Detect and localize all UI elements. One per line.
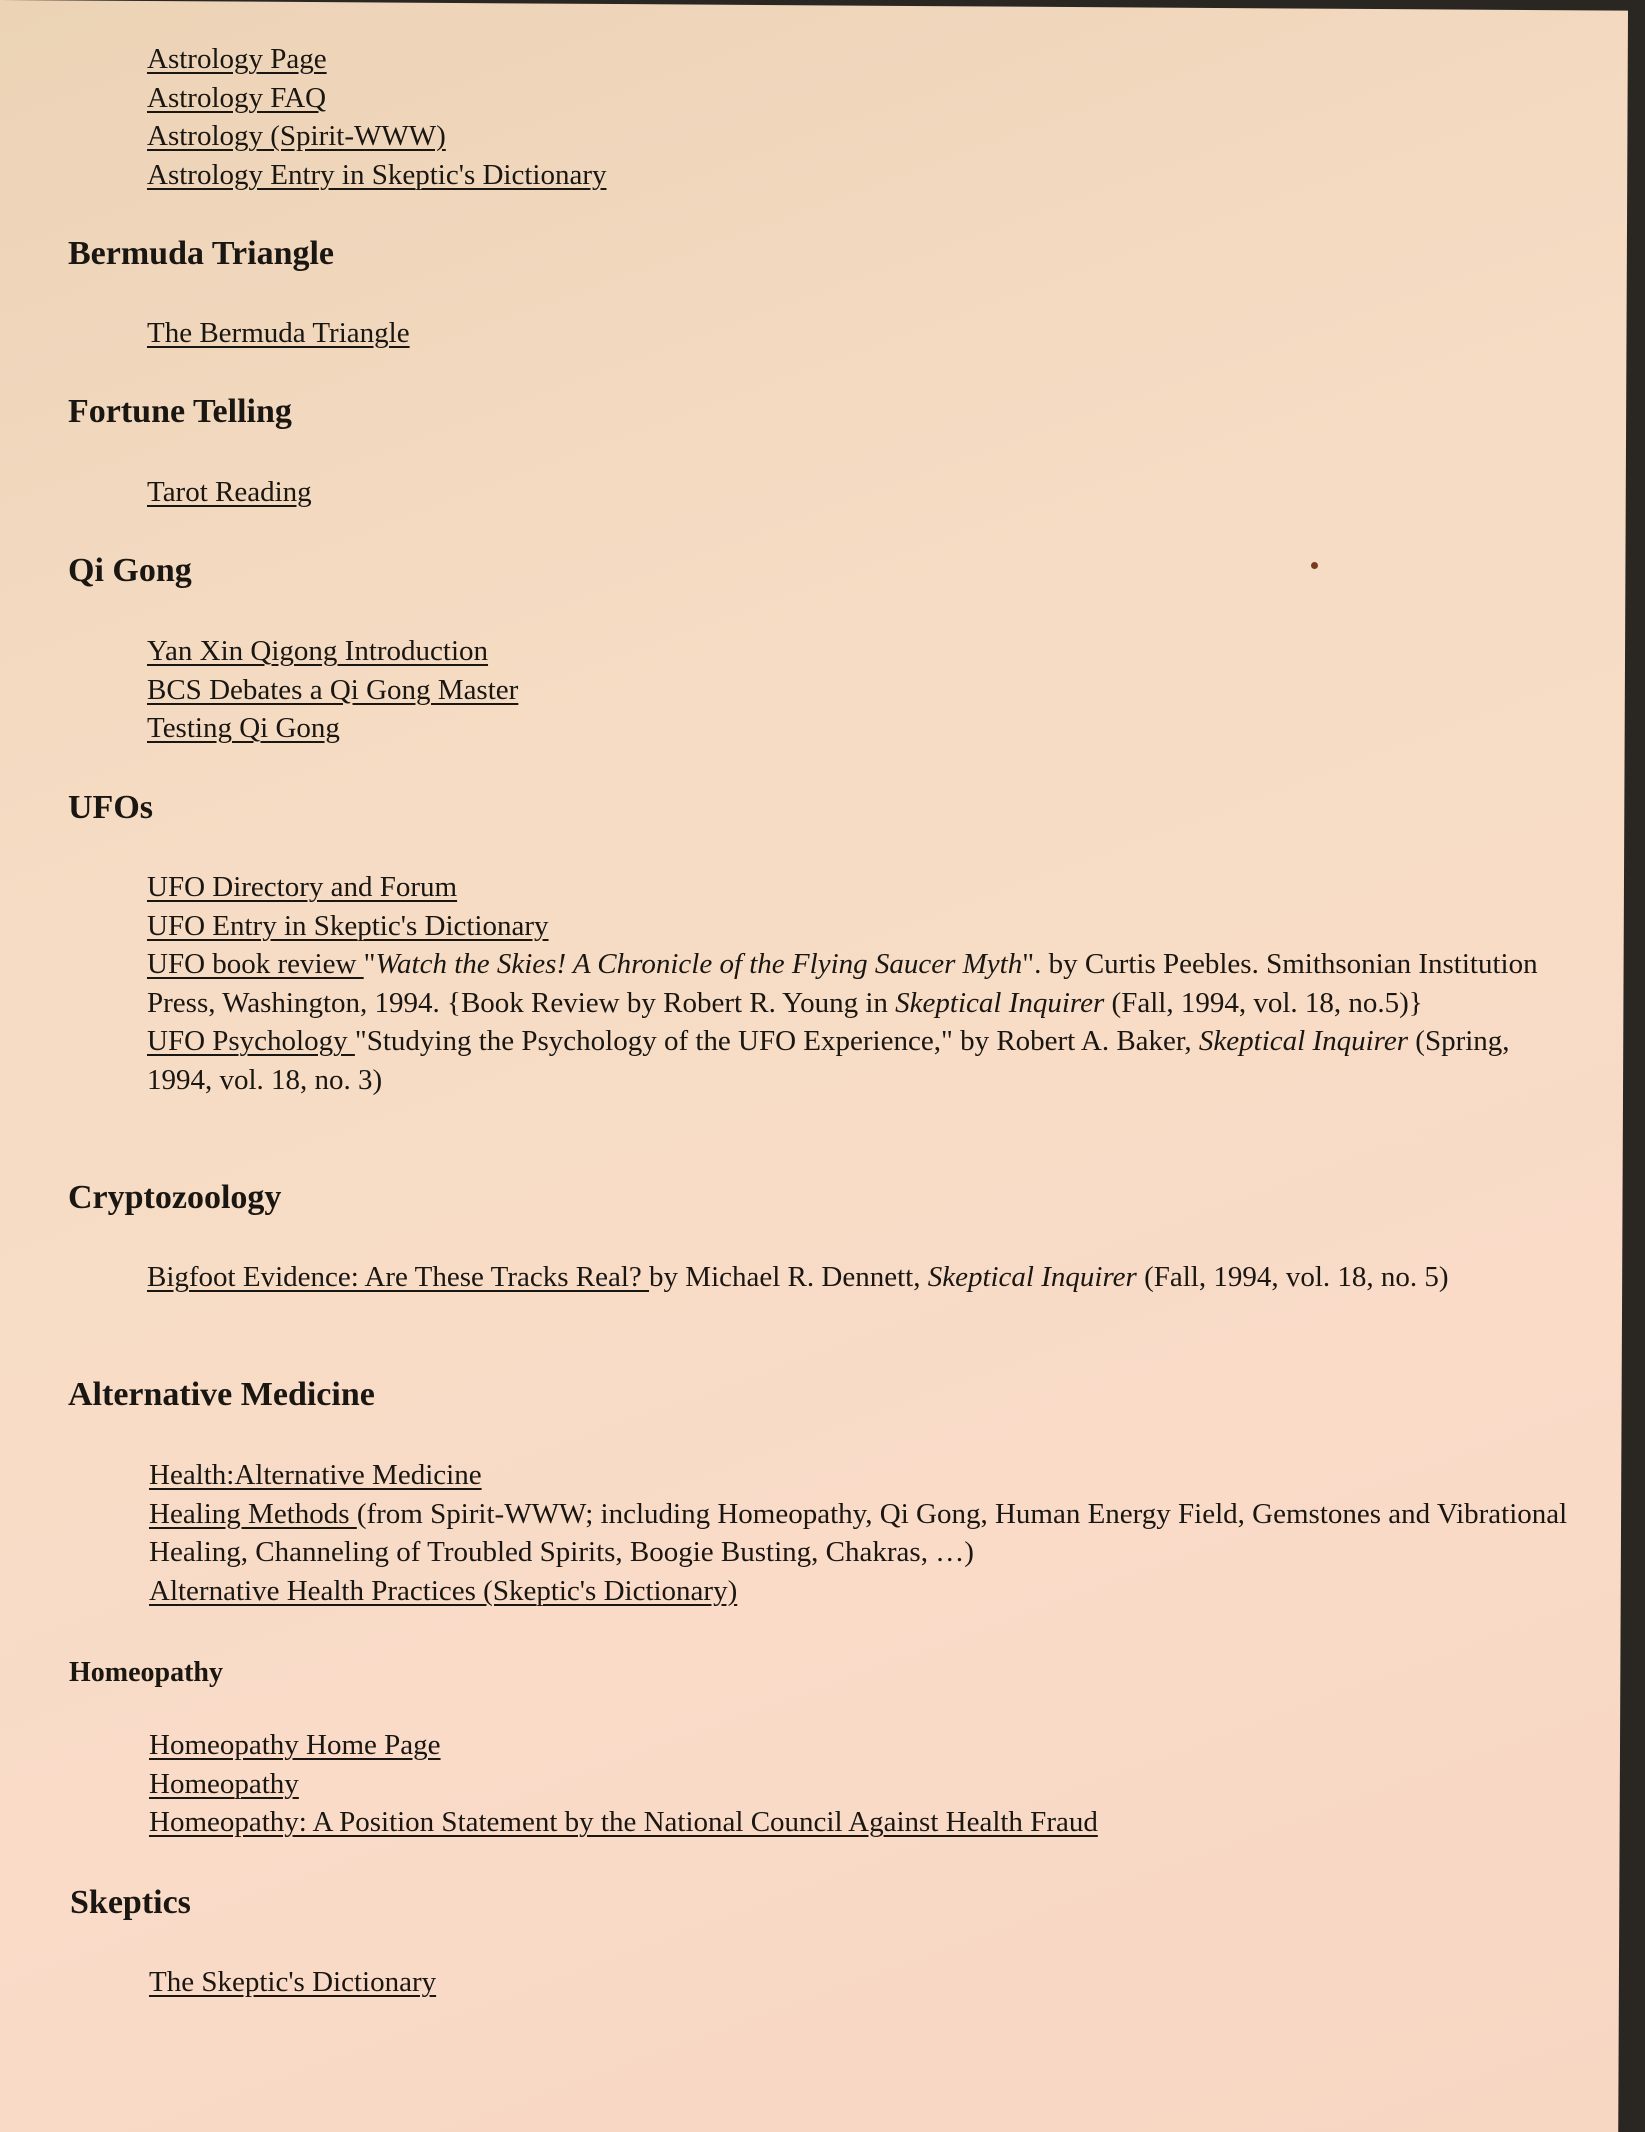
astrology-spirit-www-link[interactable]: Astrology (Spirit-WWW)	[147, 120, 446, 152]
quote-mark: "	[363, 948, 376, 980]
astrology-faq-link[interactable]: Astrology FAQ	[147, 81, 327, 114]
qi-gong-links	[147, 632, 518, 748]
cryptozoology-entries	[147, 1258, 1567, 1297]
homeopathy-heading: Homeopathy	[69, 1657, 223, 1688]
alternative-medicine-heading: Alternative Medicine	[68, 1376, 375, 1413]
journal-name: Skeptical Inquirer	[927, 1261, 1137, 1293]
bcs-debates-link[interactable]: BCS Debates a Qi Gong Master	[147, 673, 519, 706]
ufos-heading: UFOs	[68, 789, 153, 826]
yan-xin-qigong-link[interactable]: Yan Xin Qigong Introduction	[147, 635, 489, 667]
ufo-directory-link[interactable]: UFO Directory and Forum	[147, 871, 458, 903]
qi-gong-heading: Qi Gong	[68, 552, 192, 589]
tarot-reading-link[interactable]: Tarot Reading	[147, 476, 312, 508]
health-alternative-medicine-link[interactable]: Health:Alternative Medicine	[149, 1459, 482, 1491]
bermuda-triangle-heading: Bermuda Triangle	[68, 235, 335, 272]
skeptics-heading: Skeptics	[70, 1884, 191, 1921]
ufo-entries	[147, 868, 1567, 1099]
ink-spot	[1311, 562, 1318, 569]
bermuda-links	[147, 314, 410, 353]
journal-name: Skeptical Inquirer	[1198, 1025, 1409, 1057]
psychology-issue: (Spring, 1994, vol. 18, no. 3)	[147, 1025, 1510, 1096]
bermuda-triangle-link[interactable]: The Bermuda Triangle	[147, 317, 410, 349]
ufo-book-review-entry	[147, 945, 1567, 1022]
ufo-skeptics-dictionary-link[interactable]: UFO Entry in Skeptic's Dictionary	[147, 909, 549, 942]
ufo-psychology-link[interactable]: UFO Psychology	[147, 1025, 355, 1057]
ufo-book-review-link[interactable]: UFO book review	[147, 948, 364, 980]
bigfoot-evidence-link[interactable]: Bigfoot Evidence: Are These Tracks Real?	[147, 1261, 650, 1293]
bigfoot-issue: (Fall, 1994, vol. 18, no. 5)	[1136, 1261, 1449, 1293]
healing-methods-description: (from Spirit-WWW; including Homeopathy, Qi Gong, Human Energy Field, Gemstones and Vibrational Healing, Channeling of Troubled Spirits, Boogie Busting, Chakras, …)	[149, 1497, 1568, 1568]
bigfoot-citation: by Michael R. Dennett,	[649, 1261, 928, 1293]
healing-methods-link[interactable]: Healing Methods	[149, 1497, 357, 1530]
astrology-page-link[interactable]: Astrology Page	[147, 43, 327, 75]
homeopathy-links	[149, 1726, 1098, 1842]
astrology-links	[147, 40, 607, 194]
skeptics-dictionary-link[interactable]: The Skeptic's Dictionary	[149, 1966, 437, 1998]
homeopathy-link[interactable]: Homeopathy	[149, 1767, 299, 1800]
review-issue: (Fall, 1994, vol. 18, no.5)}	[1104, 986, 1423, 1019]
testing-qi-gong-link[interactable]: Testing Qi Gong	[147, 712, 340, 744]
review-citation: ". by Curtis Peebles. Smithsonian Institution Press, Washington, 1994. {Book Review by Robert R. Young in	[147, 948, 1538, 1019]
homeopathy-home-page-link[interactable]: Homeopathy Home Page	[149, 1729, 441, 1761]
alternative-health-practices-link[interactable]: Alternative Health Practices (Skeptic's Dictionary)	[149, 1574, 738, 1607]
book-title: Watch the Skies! A Chronicle of the Flying Saucer Myth	[375, 948, 1023, 980]
astrology-skeptics-dictionary-link[interactable]: Astrology Entry in Skeptic's Dictionary	[147, 158, 607, 191]
homeopathy-position-statement-link[interactable]: Homeopathy: A Position Statement by the National Council Against Health Fraud	[149, 1806, 1098, 1838]
fortune-telling-heading: Fortune Telling	[68, 393, 292, 430]
journal-name: Skeptical Inquirer	[895, 986, 1105, 1019]
bigfoot-entry	[147, 1258, 1567, 1297]
healing-methods-entry	[149, 1495, 1569, 1572]
alternative-medicine-entries	[149, 1456, 1569, 1610]
ufo-psychology-entry	[147, 1022, 1567, 1099]
cryptozoology-heading: Cryptozoology	[68, 1179, 282, 1216]
fortune-links	[147, 473, 312, 512]
skeptics-links	[149, 1963, 436, 2002]
psychology-citation: "Studying the Psychology of the UFO Experience," by Robert A. Baker,	[354, 1025, 1199, 1057]
